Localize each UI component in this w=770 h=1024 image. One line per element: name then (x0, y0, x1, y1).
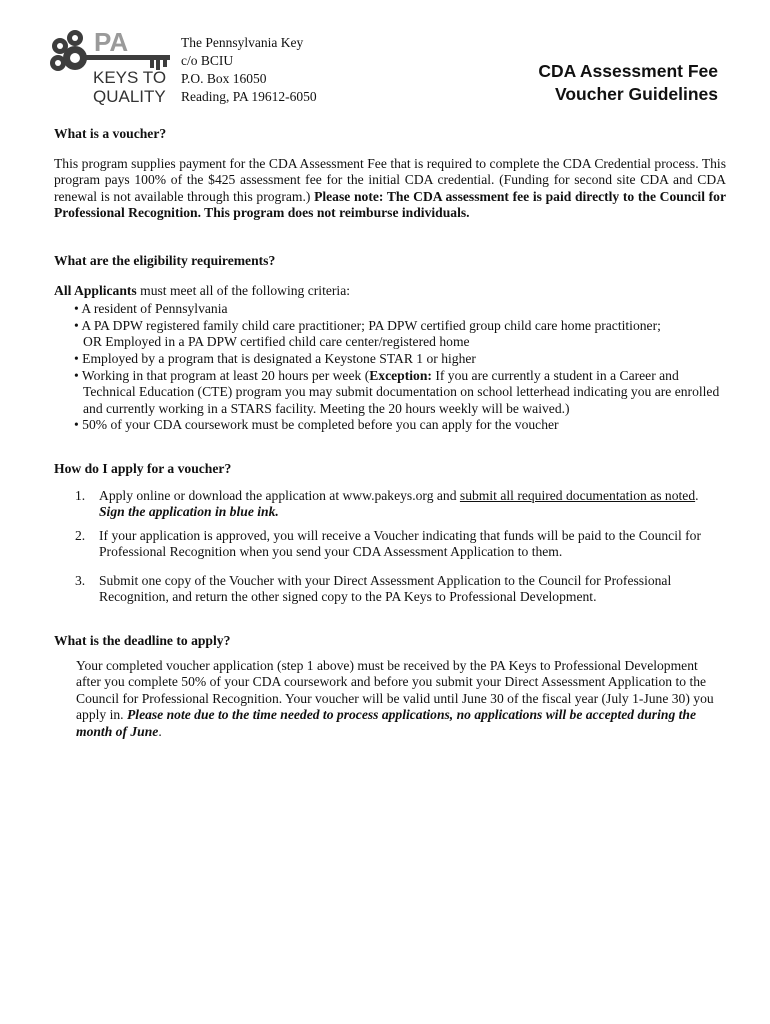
list-item-text: • Working in that program at least 20 hours per week ( (74, 367, 370, 383)
address-line: P.O. Box 16050 (181, 71, 267, 86)
logo-line2: QUALITY (93, 87, 166, 106)
pa-keys-logo (44, 28, 174, 106)
title-line-1: CDA Assessment Fee (538, 61, 718, 81)
section-heading: What are the eligibility requirements? (54, 252, 276, 268)
step-item (54, 488, 726, 521)
section-eligibility (54, 253, 726, 434)
exception-label: Exception: (369, 367, 432, 383)
sign-instruction: Sign the application in blue ink. (99, 504, 279, 520)
list-item-text: If you are currently a student in a Career and Technical Education (CTE) program you may submit documentation on school letterhead indicating you are enrolled and currently working in a STARS facility. Meeting the 20 hours weekly will be waived.) (83, 367, 720, 416)
section-deadline (54, 633, 726, 741)
section-heading: How do I apply for a voucher? (54, 460, 232, 476)
list-item (54, 368, 726, 418)
deadline-body: Your completed voucher application (step 1 above) must be received by the PA Keys to Professional Development after you complete 50% of your CDA coursework and before you submit your Direct Assessment Application to the Council for Professional Recognition. Your voucher will be valid until June 30 of the fiscal year (July 1-June 30) you apply in. (76, 657, 714, 723)
list-item-continuation: OR Employed in a PA DPW certified child care center/registered home (83, 334, 470, 350)
address-line: c/o BCIU (181, 53, 234, 68)
address-line: Reading, PA 19612-6050 (181, 89, 317, 104)
section-heading: What is a voucher? (54, 126, 167, 141)
list-item (54, 318, 726, 351)
criteria-intro-bold: All Applicants (54, 282, 137, 298)
voucher-note: Please note: The CDA assessment fee is paid directly to the Council for Professional Recognition. This program does not reimburse individuals. (54, 188, 727, 221)
criteria-intro (54, 283, 726, 300)
list-item: • 50% of your CDA coursework must be completed before you can apply for the voucher (74, 417, 559, 433)
documentation-link[interactable]: submit all required documentation as noted (459, 487, 696, 503)
step-text-end: . (695, 487, 699, 503)
section-how-to-apply (54, 461, 726, 606)
list-item: • A resident of Pennsylvania (74, 301, 228, 317)
logo-line1: KEYS TO (93, 68, 167, 87)
criteria-list (54, 301, 726, 434)
document-body (54, 126, 726, 741)
list-item: • Employed by a program that is designated a Keystone STAR 1 or higher (74, 350, 476, 366)
section-heading: What is the deadline to apply? (54, 633, 231, 649)
logo-initials: PA (94, 28, 129, 57)
step-text: Submit one copy of the Voucher with your Direct Assessment Application to the Council for Professional Recognition, and return the other signed copy to the PA Keys to Professional Development. (99, 572, 672, 605)
voucher-text: This program supplies payment for the CDA Assessment Fee that is required to complete the CDA Credential process. This program pays 100% of the $425 assessment fee for the initial CDA credential. (Funding for second site CDA and CDA renewal is not available through this program.) (54, 155, 726, 204)
step-number: 2. (75, 527, 86, 543)
step-item (54, 573, 726, 606)
criteria-intro-text: must meet all of the following criteria: (136, 282, 351, 298)
deadline-text (54, 658, 726, 741)
list-item-text: • A PA DPW registered family child care practitioner; PA DPW certified group child care home practitioner; (74, 317, 661, 333)
deadline-end: . (158, 724, 162, 740)
voucher-description (54, 156, 726, 222)
step-text: Apply online or download the application at www.pakeys.org and (99, 487, 460, 503)
address-line: The Pennsylvania Key (181, 35, 304, 50)
section-what-is-voucher (54, 126, 726, 222)
step-item (54, 528, 726, 561)
step-text: If your application is approved, you will receive a Voucher indicating that funds will be paid to the Council for Professional Recognition when you send your CDA Assessment Application to them. (99, 527, 702, 560)
title-line-2: Voucher Guidelines (554, 84, 718, 104)
mailing-address (181, 34, 317, 106)
step-number: 1. (75, 487, 86, 503)
step-number: 3. (75, 572, 86, 588)
document-title (538, 60, 718, 106)
apply-steps (54, 488, 726, 607)
deadline-note: Please note due to the time needed to process applications, no applications will be accepted during the month of June (76, 707, 697, 740)
